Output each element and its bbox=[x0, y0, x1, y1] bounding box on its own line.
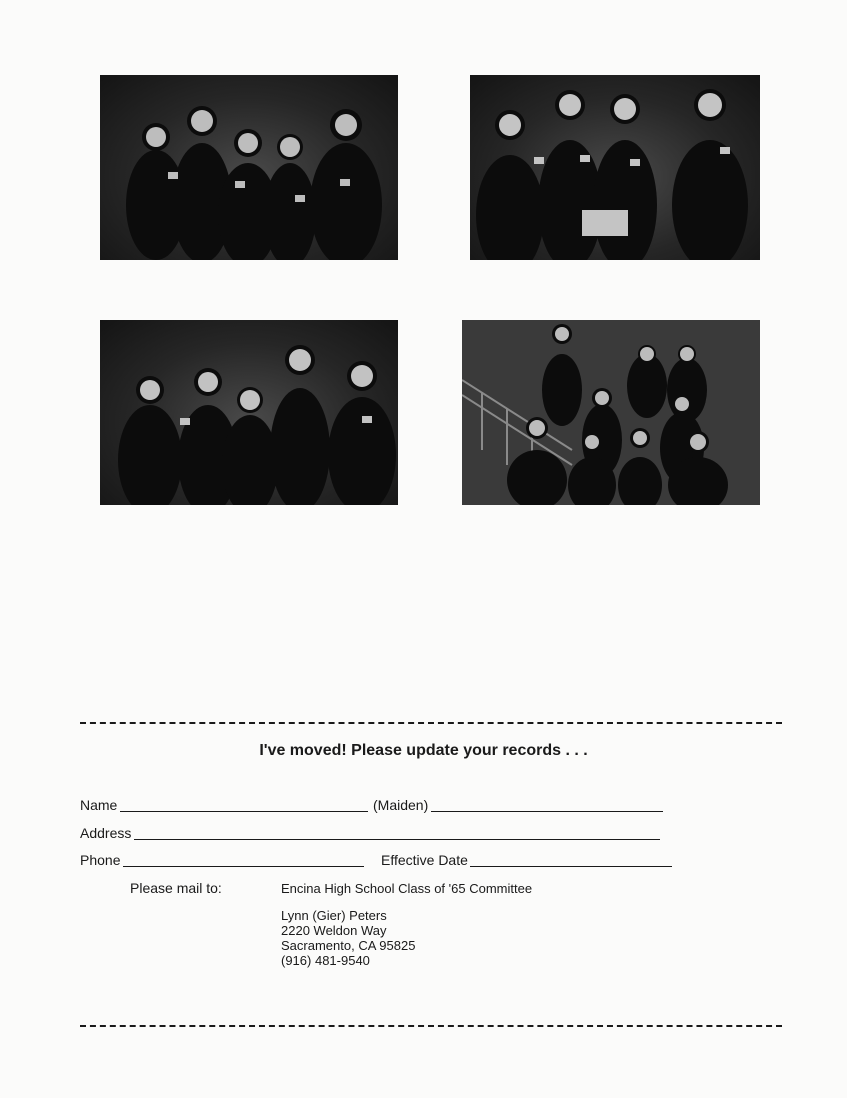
cut-line-top bbox=[80, 722, 782, 724]
phone-label: Phone bbox=[80, 852, 121, 868]
committee-name: Encina High School Class of '65 Committee bbox=[281, 881, 533, 896]
change-of-address-heading: I've moved! Please update your records . . . bbox=[259, 742, 588, 759]
mailing-address-block bbox=[281, 908, 415, 968]
phone-field[interactable] bbox=[123, 866, 364, 867]
phone-row bbox=[80, 852, 680, 870]
name-row bbox=[80, 797, 680, 815]
street-address: 2220 Weldon Way bbox=[281, 923, 387, 938]
photo-middle-right bbox=[462, 320, 760, 505]
city-state-zip: Sacramento, CA 95825 bbox=[281, 938, 416, 953]
effective-date-label: Effective Date bbox=[381, 852, 468, 868]
maiden-label: (Maiden) bbox=[373, 797, 429, 813]
name-field[interactable] bbox=[120, 811, 368, 812]
photo-top-left bbox=[100, 75, 398, 260]
mail-to-label: Please mail to: bbox=[130, 880, 222, 896]
name-label: Name bbox=[80, 797, 118, 813]
recipient-name: Lynn (Gier) Peters bbox=[281, 908, 387, 923]
address-field[interactable] bbox=[134, 839, 660, 840]
maiden-name-field[interactable] bbox=[431, 811, 663, 812]
contact-phone: (916) 481-9540 bbox=[281, 953, 370, 968]
address-row bbox=[80, 825, 680, 843]
address-label: Address bbox=[80, 825, 132, 841]
photo-middle-left bbox=[100, 320, 398, 505]
cut-line-bottom bbox=[80, 1025, 782, 1027]
effective-date-field[interactable] bbox=[470, 866, 672, 867]
photo-top-right bbox=[470, 75, 760, 260]
